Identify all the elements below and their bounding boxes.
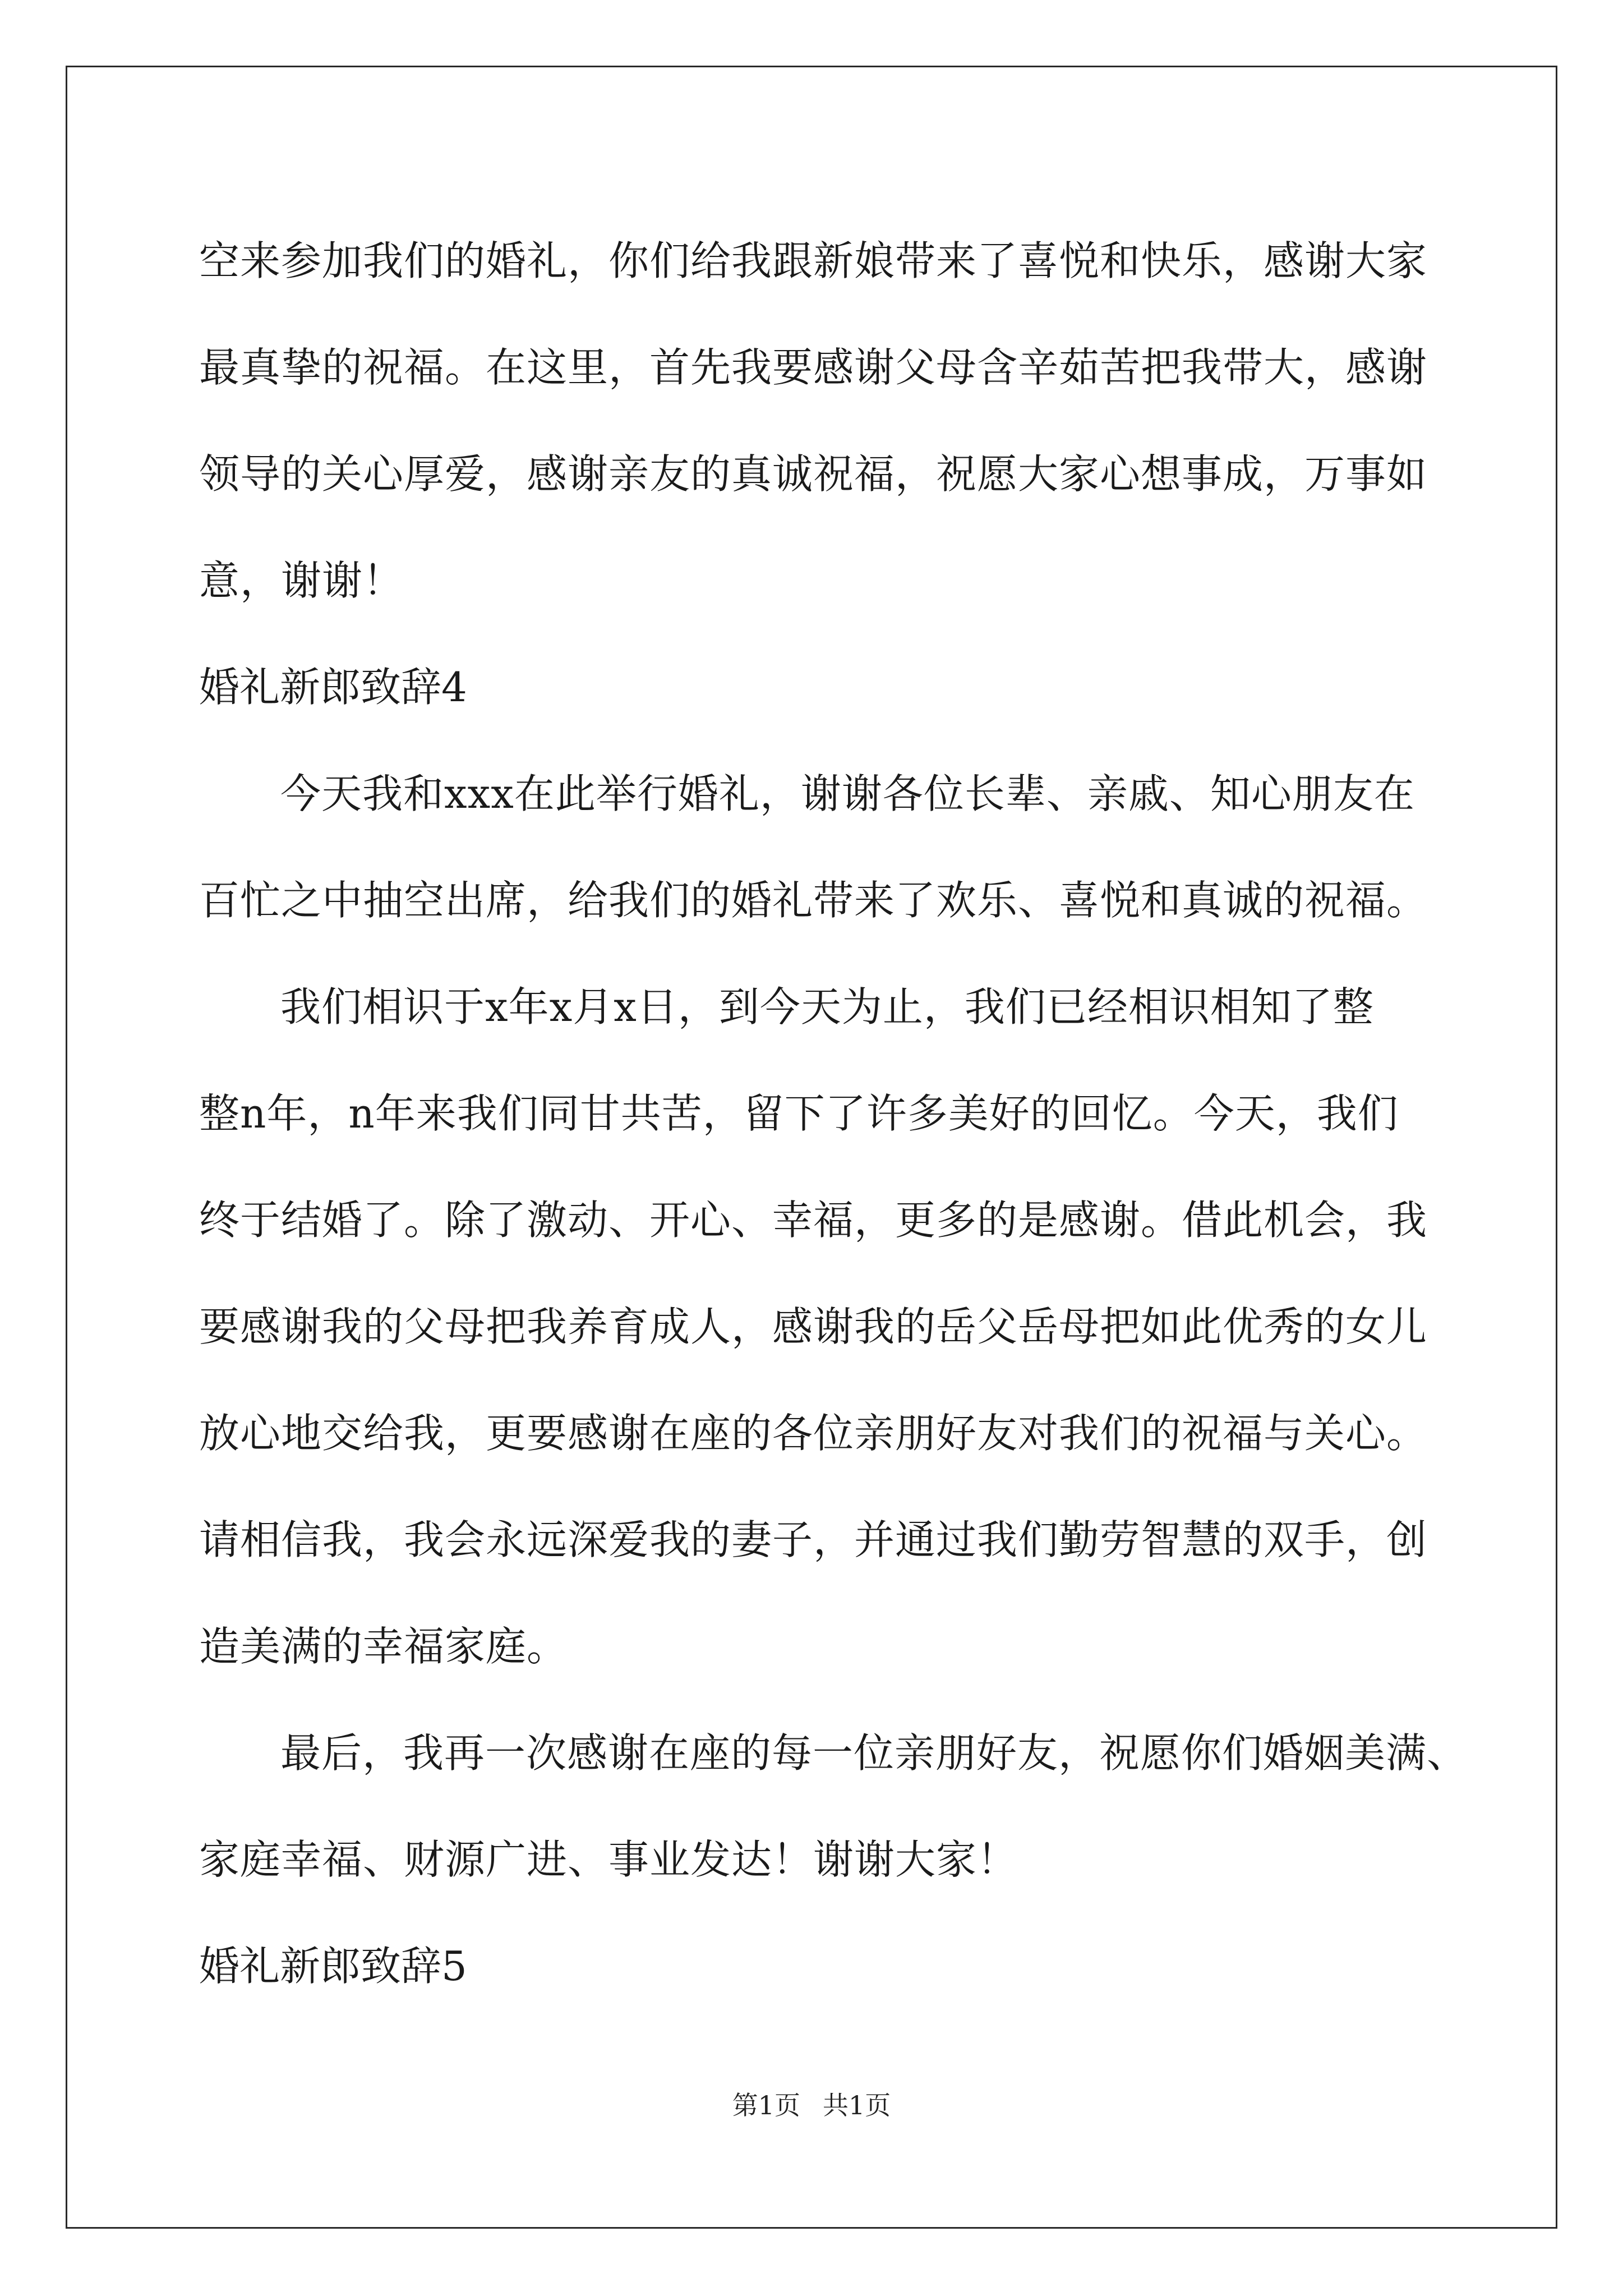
text-line: 终于结婚了。除了激动、开心、幸福，更多的是感谢。借此机会，我 <box>199 1197 1428 1244</box>
text-line: 请相信我，我会永远深爱我的妻子，并通过我们勤劳智慧的双手，创 <box>199 1516 1428 1563</box>
text-line: 最真挚的祝福。在这里，首先我要感谢父母含辛茹苦把我带大，感谢 <box>199 344 1428 391</box>
section-heading: 婚礼新郎致辞5 <box>199 1943 467 1990</box>
text-line: 我们相识于x年x月x日，到今天为止，我们已经相识相知了整 <box>280 983 1374 1030</box>
document-body <box>199 208 1468 2019</box>
page-number: 第1页 <box>732 2090 800 2120</box>
text-line: 领导的关心厚爱，感谢亲友的真诚祝福，祝愿大家心想事成，万事如 <box>199 450 1428 498</box>
text-line: 造美满的幸福家庭。 <box>199 1623 568 1670</box>
text-line: 空来参加我们的婚礼，你们给我跟新娘带来了喜悦和快乐，感谢大家 <box>199 237 1428 284</box>
page-footer <box>0 2088 1623 2122</box>
text-line: 整n年，n年来我们同甘共苦，留下了许多美好的回忆。今天，我们 <box>199 1090 1399 1137</box>
text-line: 最后，我再一次感谢在座的每一位亲朋好友，祝愿你们婚姻美满、 <box>280 1729 1468 1777</box>
text-line: 要感谢我的父母把我养育成人，感谢我的岳父岳母把如此优秀的女儿 <box>199 1303 1428 1350</box>
text-line: 意，谢谢！ <box>199 557 404 604</box>
text-line: 放心地交给我，更要感谢在座的各位亲朋好友对我们的祝福与关心。 <box>199 1410 1428 1457</box>
page-total: 共1页 <box>823 2090 891 2120</box>
text-line: 家庭幸福、财源广进、事业发达！谢谢大家！ <box>199 1836 1018 1883</box>
section-heading: 婚礼新郎致辞4 <box>199 664 467 711</box>
text-line: 今天我和xxx在此举行婚礼，谢谢各位长辈、亲戚、知心朋友在 <box>280 770 1415 817</box>
text-line: 百忙之中抽空出席，给我们的婚礼带来了欢乐、喜悦和真诚的祝福。 <box>199 877 1428 924</box>
